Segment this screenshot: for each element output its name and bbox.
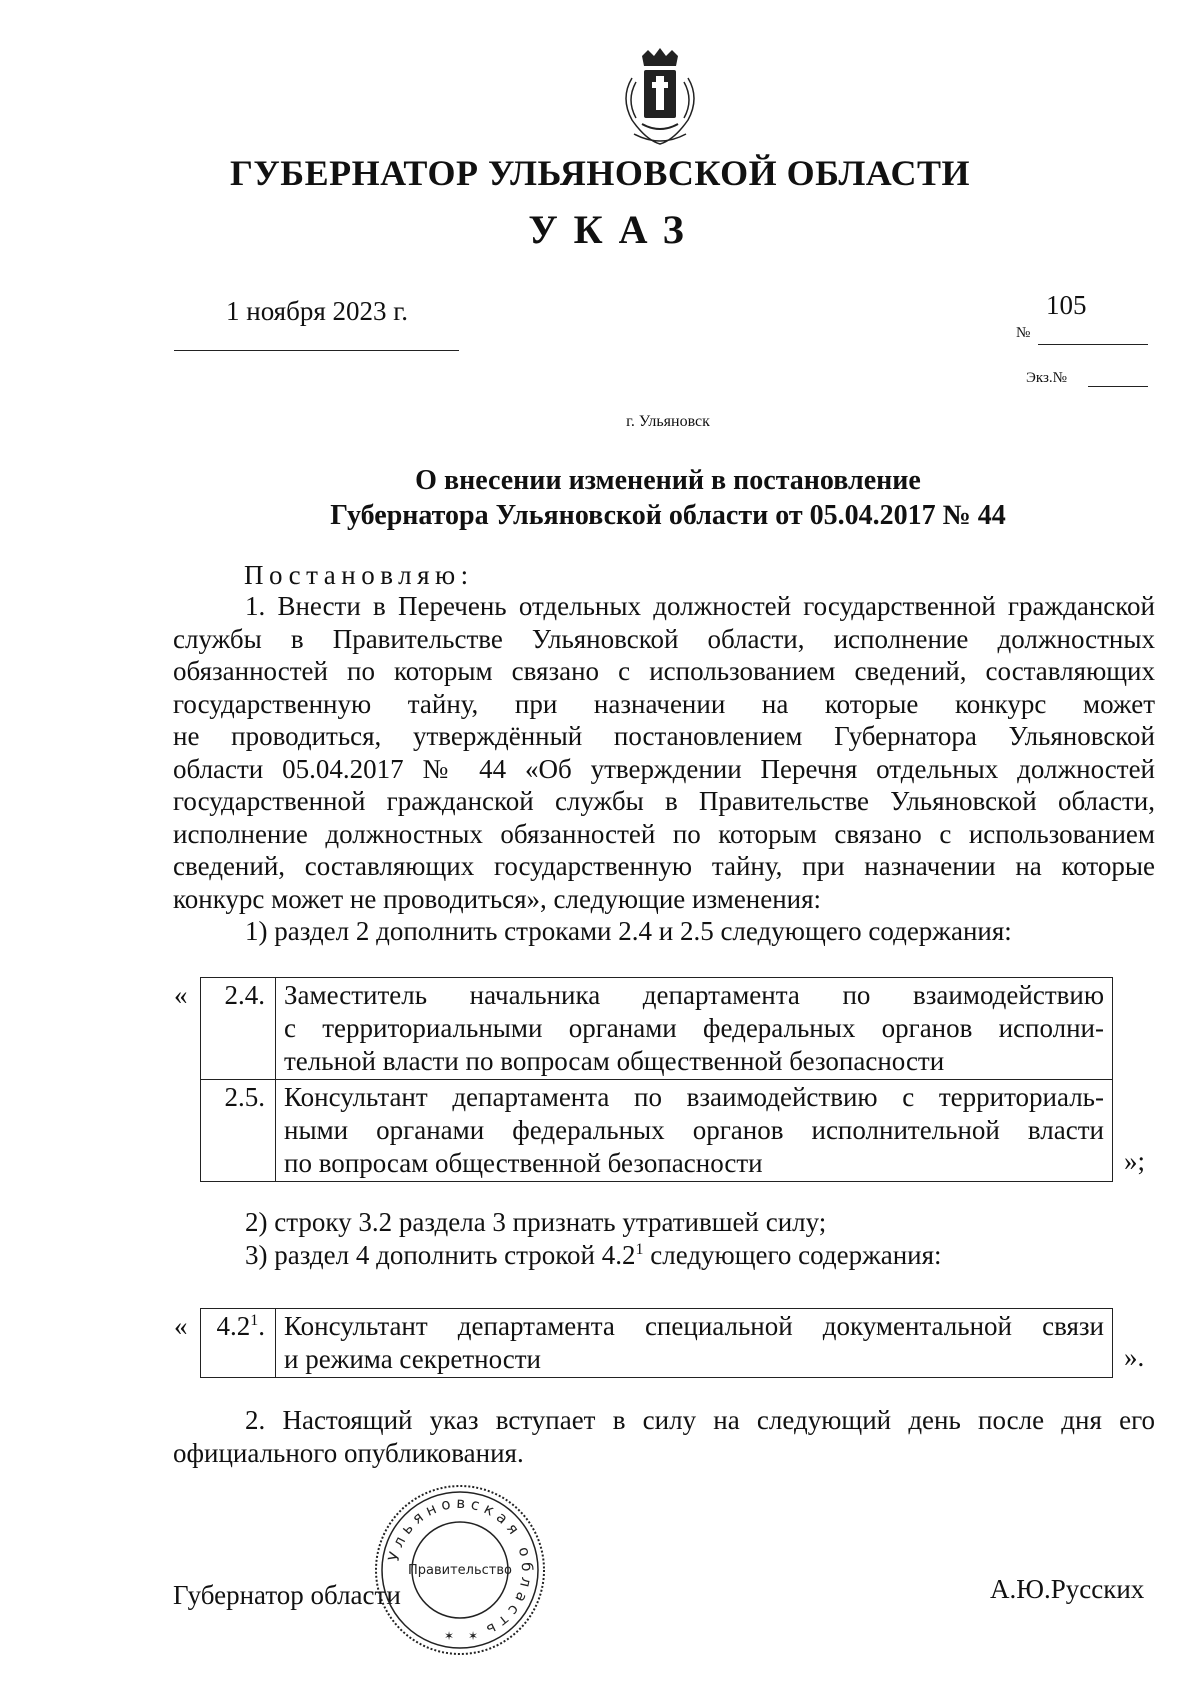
copy-label: Экз.№ — [1026, 370, 1067, 386]
subject-heading — [0, 463, 1200, 533]
paragraph-line: 2. Настоящий указ вступает в силу на следующий день после дня его — [245, 1405, 1155, 1435]
coat-of-arms-emblem — [612, 48, 708, 148]
paragraph-line: службы в Правительстве Ульяновской области, исполнение должностных — [173, 623, 1155, 654]
table-1 — [200, 977, 1113, 1182]
paragraph-1 — [173, 590, 1155, 948]
table-row — [201, 1309, 1113, 1378]
paragraph-line: области 05.04.2017 № 44 «Об утверждении Перечня отдельных должностей — [173, 753, 1155, 784]
row-number-dot: . — [258, 1311, 265, 1341]
paragraph-line: не проводиться, утверждённый постановлением Губернатора Ульяновской — [173, 721, 1155, 751]
subject-line-1: О внесении изменений в постановление — [415, 465, 921, 496]
paragraph-line: исполнение должностных обязанностей по которым связано с использованием — [173, 818, 1155, 849]
row-text-line: Заместитель начальника департамента по взаимодействию — [284, 980, 1104, 1010]
copy-underline — [1088, 386, 1148, 387]
row-number-superscript: 1 — [250, 1312, 259, 1329]
subject-line-2: Губернатора Ульяновской области от 05.04.2017 № 44 — [330, 500, 1006, 531]
paragraph-line: конкурс может не проводиться», следующие изменения: — [173, 883, 822, 914]
signatory-name: А.Ю.Русских — [990, 1574, 1145, 1604]
row-text-line: Консультант департамента по взаимодействию с территориаль- — [284, 1082, 1104, 1112]
row-text — [276, 1080, 1113, 1182]
item-1: 1) раздел 2 дополнить строками 2.4 и 2.5 следующего содержания: — [245, 916, 1012, 946]
paragraph-line: обязанностей по которым связано с использованием сведений, составляющих — [173, 656, 1155, 686]
row-number — [201, 1309, 276, 1378]
row-text — [276, 1309, 1113, 1378]
paragraph-line: государственную тайну, при назначении на которые конкурс может — [173, 688, 1155, 719]
row-text-line: ными органами федеральных органов исполнительной власти — [284, 1115, 1104, 1145]
paragraph-line: 1. Внести в Перечень отдельных должностей государственной гражданской — [245, 591, 1155, 621]
org-title: ГУБЕРНАТОР УЛЬЯНОВСКОЙ ОБЛАСТИ — [229, 153, 971, 193]
table-row — [201, 978, 1113, 1080]
item-3-text-end: следующего содержания: — [643, 1239, 942, 1270]
table2-close-quote: ». — [1124, 1342, 1145, 1372]
date-underline — [174, 350, 459, 351]
number-underline — [1038, 344, 1148, 345]
svg-text:✶: ✶ — [468, 1629, 479, 1643]
table1-open-quote: « — [174, 980, 188, 1010]
table1-close-quote: »; — [1124, 1146, 1146, 1176]
doc-number: 105 — [1046, 290, 1087, 320]
row-number: 2.4. — [201, 978, 276, 1080]
official-stamp — [372, 1482, 548, 1658]
item-3-text: 3) раздел 4 дополнить строкой 4.2 — [245, 1239, 636, 1270]
paragraph-line: сведений, составляющих государственную тайну, при назначении на которые — [173, 851, 1155, 881]
row-text-line: Консультант департамента специальной документальной связи — [284, 1311, 1104, 1341]
row-text-line: по вопросам общественной безопасности — [284, 1148, 763, 1178]
row-text — [276, 978, 1113, 1080]
row-text-line: тельной власти по вопросам общественной безопасности — [284, 1046, 945, 1076]
item-3-superscript: 1 — [635, 1240, 644, 1258]
table-row — [201, 1080, 1113, 1182]
row-number-text: 4.2 — [216, 1311, 251, 1341]
table-2 — [200, 1308, 1113, 1378]
paragraph-line: государственной гражданской службы в Правительстве Ульяновской области, — [173, 786, 1155, 816]
items-2-3 — [173, 1206, 1155, 1271]
paragraph-2 — [173, 1404, 1155, 1469]
row-number: 2.5. — [201, 1080, 276, 1182]
doc-type: УКАЗ — [528, 207, 700, 252]
row-text-line: с территориальными органами федеральных органов исполни- — [284, 1013, 1104, 1043]
city: г. Ульяновск — [626, 413, 710, 430]
preamble: Постановляю: — [244, 560, 474, 590]
paragraph-line: официального опубликования. — [173, 1437, 524, 1468]
item-2: 2) строку 3.2 раздела 3 признать утратившей силу; — [245, 1207, 827, 1237]
item-3 — [173, 1239, 1155, 1272]
row-text-line: и режима секретности — [284, 1344, 541, 1374]
number-label: № — [1016, 325, 1031, 341]
svg-text:✶: ✶ — [444, 1629, 455, 1643]
stamp-center-text: Правительство — [408, 1563, 512, 1578]
signatory-position: Губернатор области — [173, 1580, 401, 1610]
doc-date: 1 ноября 2023 г. — [226, 296, 409, 326]
table2-open-quote: « — [174, 1311, 188, 1341]
stamp-ring-text: Ульяновская область — [384, 1493, 537, 1642]
